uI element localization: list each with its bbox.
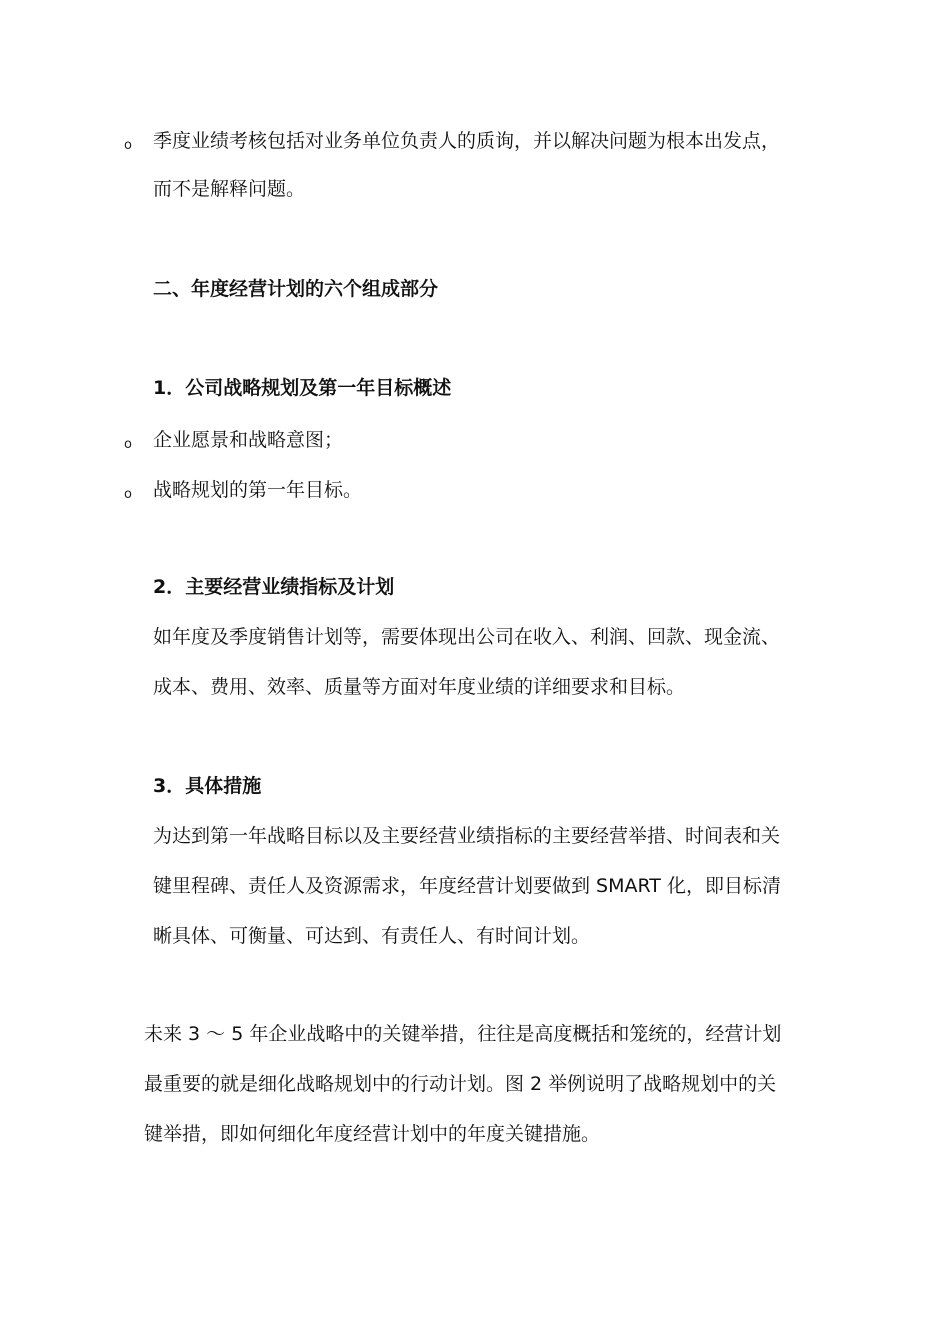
bullet-item: 企业愿景和战略意图； xyxy=(153,429,344,451)
paragraph-line: 而不是解释问题。 xyxy=(153,178,306,200)
paragraph-line: 键里程碑、责任人及资源需求，年度经营计划要做到 SMART 化，即目标清 xyxy=(153,875,781,897)
paragraph-line: 如年度及季度销售计划等，需要体现出公司在收入、利润、回款、现金流、 xyxy=(153,626,781,648)
bullet-marker: o xyxy=(124,437,132,452)
paragraph-line: 键举措，即如何细化年度经营计划中的年度关键措施。 xyxy=(144,1123,601,1145)
subsection-heading: 1．公司战略规划及第一年目标概述 xyxy=(153,377,452,399)
subsection-heading: 2．主要经营业绩指标及计划 xyxy=(153,576,395,598)
bullet-marker: o xyxy=(124,138,132,153)
paragraph-line: 为达到第一年战略目标以及主要经营业绩指标的主要经营举措、时间表和关 xyxy=(153,825,781,847)
subsection-heading: 3．具体措施 xyxy=(153,775,262,797)
bullet-item: 战略规划的第一年目标。 xyxy=(153,479,363,501)
section-heading: 二、年度经营计划的六个组成部分 xyxy=(153,278,439,300)
paragraph-line: 晰具体、可衡量、可达到、有责任人、有时间计划。 xyxy=(153,925,591,947)
paragraph-line: 最重要的就是细化战略规划中的行动计划。图 2 举例说明了战略规划中的关 xyxy=(144,1073,777,1095)
paragraph-line: 季度业绩考核包括对业务单位负责人的质询，并以解决问题为根本出发点， xyxy=(153,130,781,152)
paragraph-line: 成本、费用、效率、质量等方面对年度业绩的详细要求和目标。 xyxy=(153,676,686,698)
paragraph-line: 未来 3 ～ 5 年企业战略中的关键举措，往往是高度概括和笼统的，经营计划 xyxy=(144,1023,782,1045)
bullet-marker: o xyxy=(124,487,132,502)
